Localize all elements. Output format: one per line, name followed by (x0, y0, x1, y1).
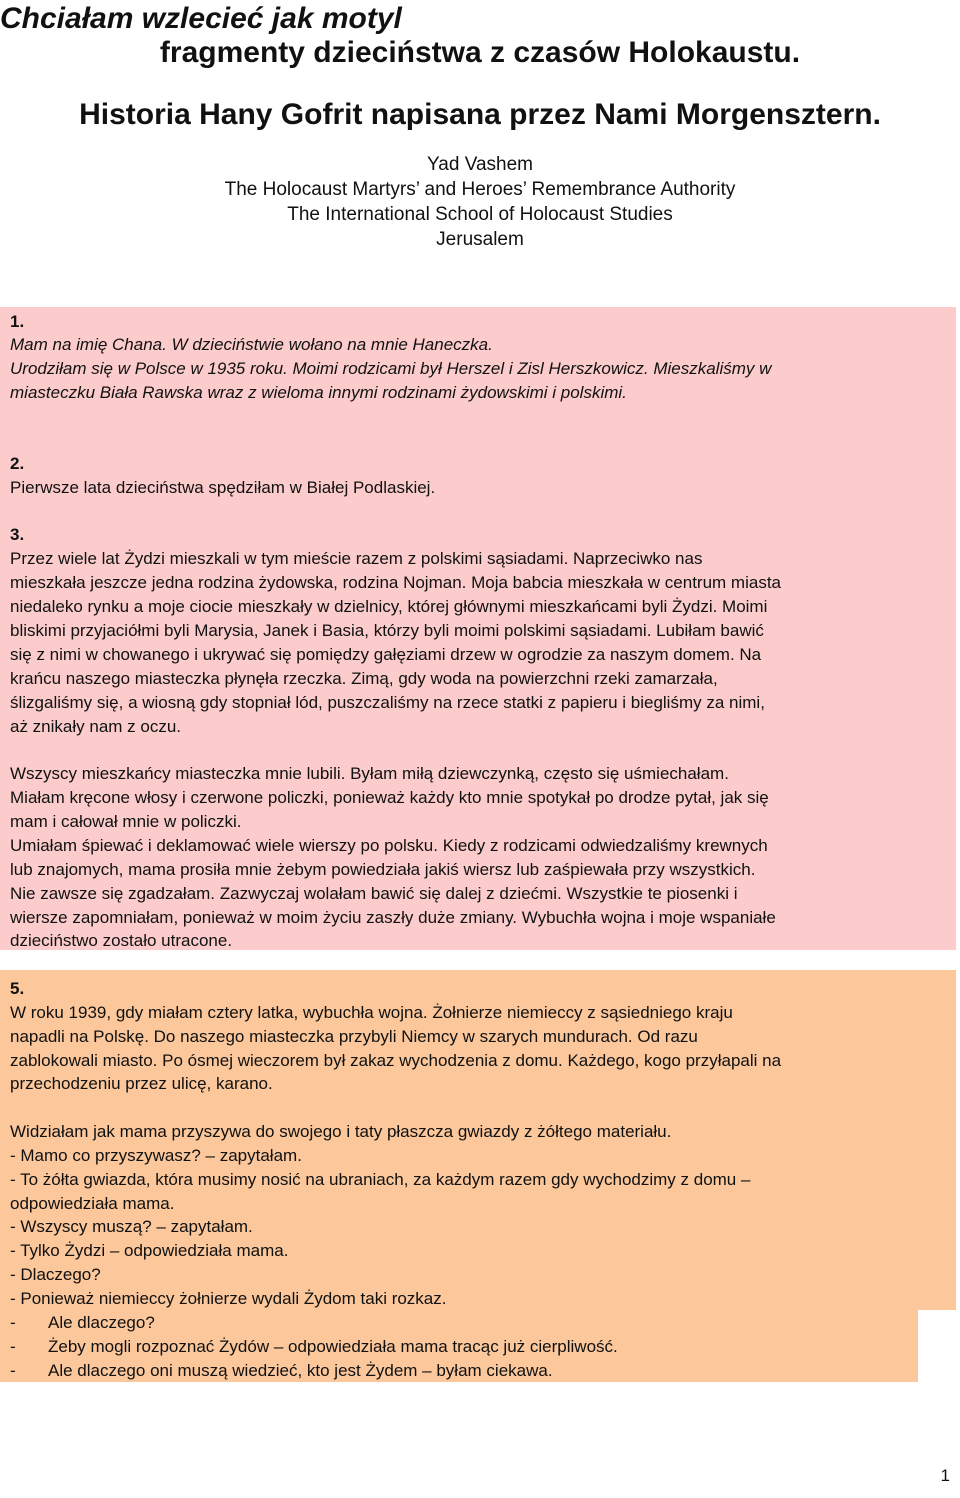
section-line: wiersze zapomniałam, ponieważ w moim życiu zaszły duże zmiany. Wybuchła wojna i moje wspaniałe (10, 908, 776, 927)
section-line: napadli na Polskę. Do naszego miasteczka przybyli Niemcy w szarych mundurach. Od razu (10, 1027, 698, 1046)
dialogue-line: Widziałam jak mama przyszywa do swojego i taty płaszcza gwiazdy z żółtego materiału. (10, 1122, 672, 1141)
section-line: bliskimi przyjaciółmi byli Marysia, Janek i Basia, którzy byli moimi polskimi sąsiadami. Lubiłam bawić (10, 621, 764, 640)
section-line: się z nimi w chowanego i ukrywać się pomiędzy gałęziami drzew w ogrodzie za naszym domem. Na (10, 645, 762, 664)
dialogue-line: - Tylko Żydzi – odpowiedziała mama. (10, 1241, 289, 1260)
dialogue-line: - Dlaczego? (10, 1265, 101, 1284)
section-line: krańcu naszego miasteczka płynęła rzeczka. Zimą, gdy woda na powierzchni rzeki zamarzała, (10, 669, 718, 688)
section-line: Umiałam śpiewać i deklamować wiele wierszy po polsku. Kiedy z rodzicami odwiedzaliśmy krewnych (10, 836, 768, 855)
section-number: 5. (10, 979, 25, 998)
section-line: Urodziłam się w Polsce w 1935 roku. Moimi rodzicami był Herszel i Zisl Herszkowicz. Mieszkaliśmy w (10, 359, 772, 378)
dialogue-line: - Ponieważ niemieccy żołnierze wydali Żydom taki rozkaz. (10, 1289, 447, 1308)
dialogue-line: - To żółta gwiazda, która musimy nosić na ubraniach, za każdym razem gdy wychodzimy z domu – (10, 1170, 751, 1189)
section-line: Pierwsze lata dzieciństwa spędziłam w Białej Podlaskiej. (10, 478, 436, 497)
section-line: lub znajomych, mama prosiła mnie żebym powiedziała jakiś wiersz lub zaśpiewała przy wszystkich. (10, 860, 756, 879)
section-line: mieszkała jeszcze jedna rodzina żydowska, rodzina Nojman. Moja babcia mieszkała w centrum miasta (10, 573, 781, 592)
section-line: miasteczku Biała Rawska wraz z wieloma innymi rodzinami żydowskimi i polskimi. (10, 383, 627, 402)
institution-line: Jerusalem (436, 229, 524, 250)
section-line: Miałam kręcone włosy i czerwone policzki, ponieważ każdy kto mnie spotykał po drodze pytał, jak się (10, 788, 769, 807)
institution-line: The International School of Holocaust Studies (287, 204, 673, 225)
dash-marker: - (10, 1313, 16, 1332)
peach-section-block (0, 970, 956, 1310)
peach-section-block-continued (0, 1310, 918, 1382)
title-line-3: Historia Hany Gofrit napisana przez Nami Morgensztern. (79, 98, 881, 131)
title-line-1: Chciałam wzlecieć jak motyl (0, 2, 402, 35)
section-number: 1. (10, 312, 25, 331)
dialogue-line: - Żeby mogli rozpoznać Żydów – odpowiedziała mama tracąc już cierpliwość. (10, 1335, 618, 1359)
section-line: Mam na imię Chana. W dzieciństwie wołano na mnie Haneczka. (10, 335, 493, 354)
pink-section-block (0, 307, 956, 950)
section-line: Wszyscy mieszkańcy miasteczka mnie lubili. Byłam miłą dziewczynką, często się uśmiechałam. (10, 764, 729, 783)
section-line: ślizgaliśmy się, a wiosną gdy stopniał lód, puszczaliśmy na rzece statki z papieru i biegliśmy za nimi, (10, 693, 765, 712)
dialogue-line: odpowiedziała mama. (10, 1194, 175, 1213)
dash-marker: - (10, 1337, 16, 1356)
section-line: Nie zawsze się zgadzałam. Zazwyczaj wolałam bawić się dalej z dziećmi. Wszystkie te piosenki i (10, 884, 738, 903)
section-line: zablokowali miasto. Po ósmej wieczorem był zakaz wychodzenia z domu. Każdego, kogo przyłapali na (10, 1051, 782, 1070)
title-line-2: fragmenty dzieciństwa z czasów Holokaustu. (159, 36, 801, 69)
section-line: mam i całował mnie w policzki. (10, 812, 242, 831)
section-line: Przez wiele lat Żydzi mieszkali w tym mieście razem z polskimi sąsiadami. Naprzeciwko nas (10, 549, 703, 568)
dialogue-line: - Ale dlaczego? (10, 1311, 155, 1335)
institution-line: Yad Vashem (427, 154, 533, 175)
dialogue-line: - Mamo co przyszywasz? – zapytałam. (10, 1146, 302, 1165)
dash-marker: - (10, 1361, 16, 1380)
dialogue-line: - Wszyscy muszą? – zapytałam. (10, 1217, 253, 1236)
section-line: dzieciństwo zostało utracone. (10, 931, 233, 950)
institution-line: The Holocaust Martyrs’ and Heroes’ Remembrance Authority (224, 179, 736, 200)
section-line: aż znikały nam z oczu. (10, 717, 182, 736)
section-line: niedaleko rynku a moje ciocie mieszkały w dzielnicy, której głównymi mieszkańcami byli Żydzi. Moimi (10, 597, 768, 616)
section-line: przechodzeniu przez ulicę, karano. (10, 1074, 273, 1093)
section-number: 3. (10, 525, 25, 544)
section-number: 2. (10, 454, 25, 473)
section-line: W roku 1939, gdy miałam cztery latka, wybuchła wojna. Żołnierze niemieccy z sąsiedniego kraju (10, 1003, 733, 1022)
dialogue-line: - Ale dlaczego oni muszą wiedzieć, kto jest Żydem – byłam ciekawa. (10, 1359, 553, 1383)
page-number: 1 (940, 1466, 950, 1485)
